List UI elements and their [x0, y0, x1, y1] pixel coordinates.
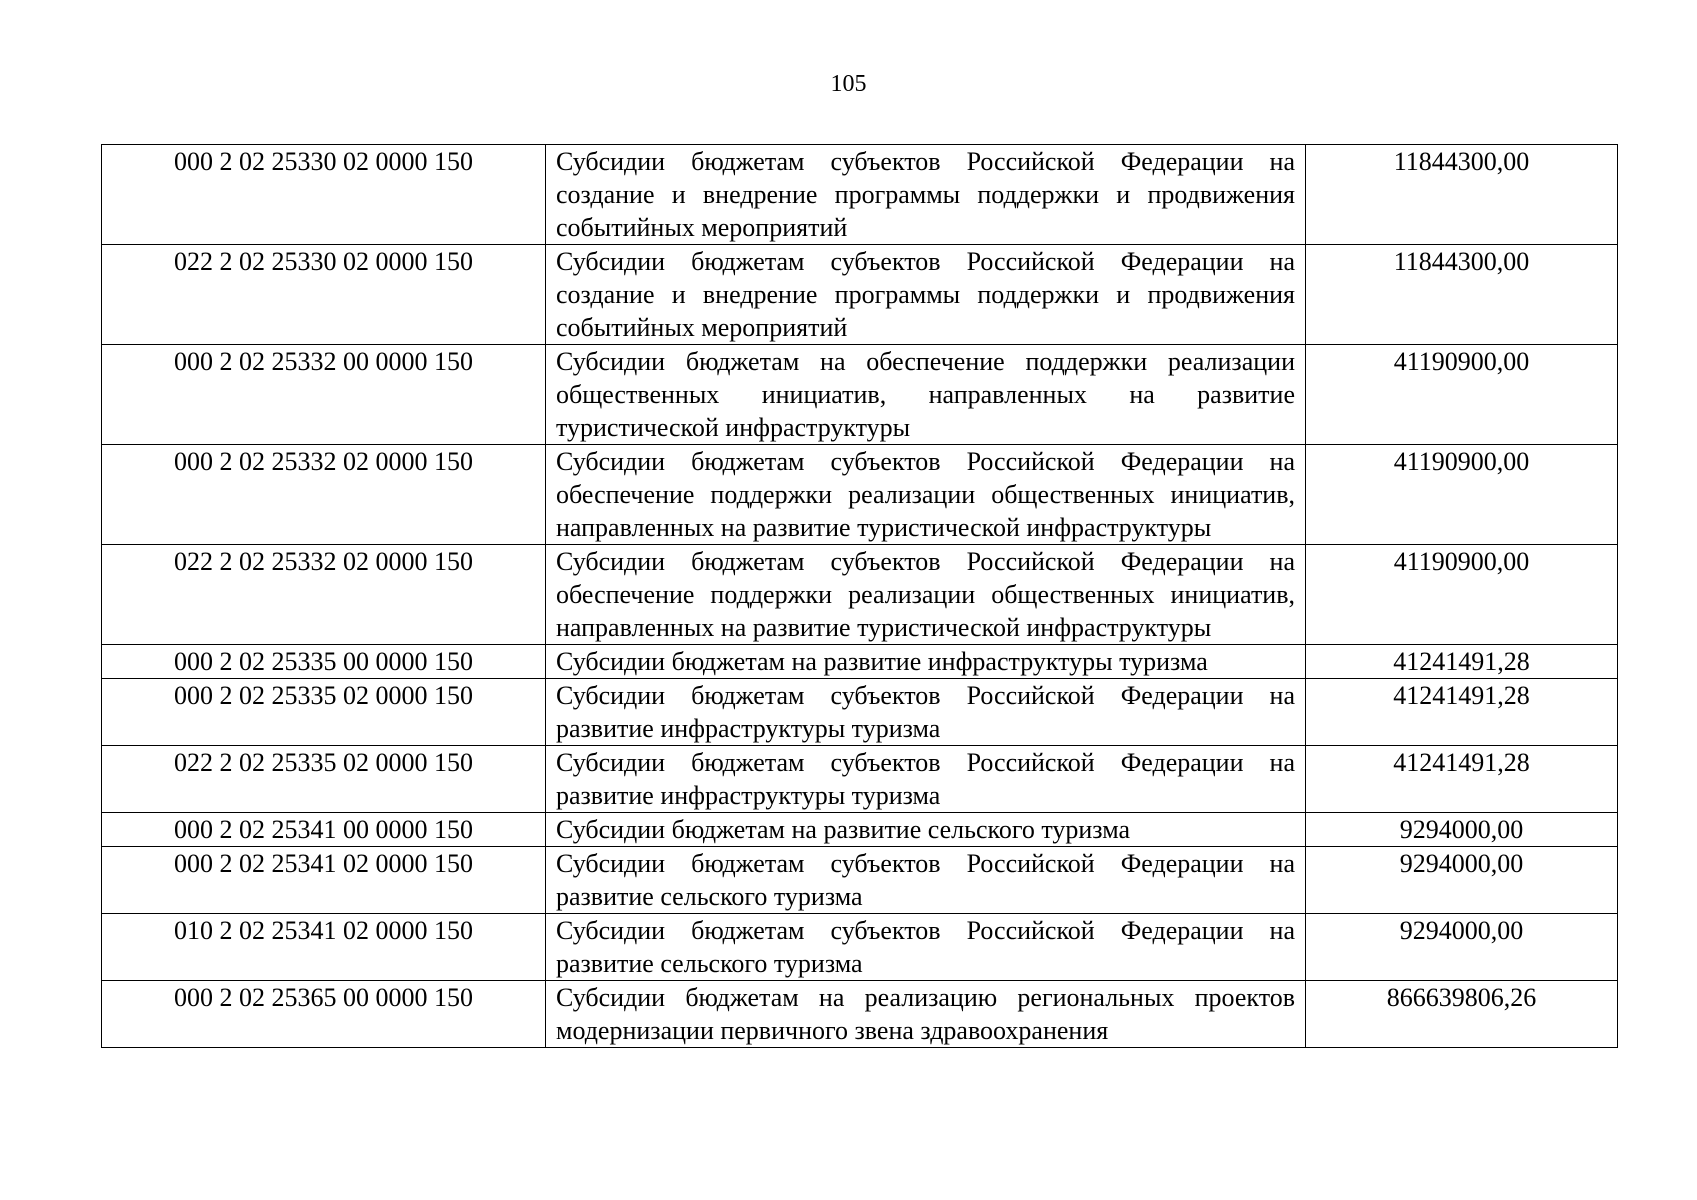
description-cell: Субсидии бюджетам на реализацию региональных проектов модернизации первичного звена здравоохранения: [546, 981, 1306, 1048]
budget-code-cell: 000 2 02 25330 02 0000 150: [102, 145, 546, 245]
table-row: [102, 345, 1618, 445]
budget-code-cell: 000 2 02 25335 00 0000 150: [102, 645, 546, 679]
table-row: [102, 914, 1618, 981]
description-cell: Субсидии бюджетам субъектов Российской Федерации на развитие инфраструктуры туризма: [546, 679, 1306, 746]
budget-code-cell: 000 2 02 25341 00 0000 150: [102, 813, 546, 847]
amount-cell: 41190900,00: [1306, 445, 1618, 545]
amount-cell: 11844300,00: [1306, 245, 1618, 345]
table-row: [102, 847, 1618, 914]
budget-code-cell: 022 2 02 25332 02 0000 150: [102, 545, 546, 645]
description-cell: Субсидии бюджетам субъектов Российской Федерации на развитие инфраструктуры туризма: [546, 746, 1306, 813]
budget-code-cell: 000 2 02 25341 02 0000 150: [102, 847, 546, 914]
budget-code-cell: 000 2 02 25332 02 0000 150: [102, 445, 546, 545]
amount-cell: 9294000,00: [1306, 847, 1618, 914]
budget-code-cell: 000 2 02 25332 00 0000 150: [102, 345, 546, 445]
amount-cell: 41190900,00: [1306, 545, 1618, 645]
description-cell: Субсидии бюджетам субъектов Российской Федерации на развитие сельского туризма: [546, 847, 1306, 914]
table-row: [102, 145, 1618, 245]
amount-cell: 11844300,00: [1306, 145, 1618, 245]
amount-cell: 9294000,00: [1306, 813, 1618, 847]
description-cell: Субсидии бюджетам субъектов Российской Федерации на создание и внедрение программы поддержки и продвижения событийных мероприятий: [546, 245, 1306, 345]
amount-cell: 41241491,28: [1306, 645, 1618, 679]
amount-cell: 9294000,00: [1306, 914, 1618, 981]
budget-code-cell: 000 2 02 25365 00 0000 150: [102, 981, 546, 1048]
description-cell: Субсидии бюджетам на развитие инфраструктуры туризма: [546, 645, 1306, 679]
table-row: [102, 981, 1618, 1048]
description-cell: Субсидии бюджетам субъектов Российской Федерации на создание и внедрение программы поддержки и продвижения событийных мероприятий: [546, 145, 1306, 245]
description-cell: Субсидии бюджетам на развитие сельского туризма: [546, 813, 1306, 847]
budget-revenue-table: [101, 144, 1618, 1048]
table-row: [102, 746, 1618, 813]
budget-code-cell: 022 2 02 25335 02 0000 150: [102, 746, 546, 813]
page-number: 105: [830, 71, 867, 97]
description-cell: Субсидии бюджетам субъектов Российской Федерации на обеспечение поддержки реализации общественных инициатив, направленных на развитие туристической инфраструктуры: [546, 445, 1306, 545]
table-row: [102, 445, 1618, 545]
description-cell: Субсидии бюджетам субъектов Российской Федерации на обеспечение поддержки реализации общественных инициатив, направленных на развитие туристической инфраструктуры: [546, 545, 1306, 645]
amount-cell: 866639806,26: [1306, 981, 1618, 1048]
amount-cell: 41241491,28: [1306, 746, 1618, 813]
description-cell: Субсидии бюджетам субъектов Российской Федерации на развитие сельского туризма: [546, 914, 1306, 981]
table-row: [102, 645, 1618, 679]
table-row: [102, 679, 1618, 746]
table-row: [102, 545, 1618, 645]
amount-cell: 41190900,00: [1306, 345, 1618, 445]
budget-code-cell: 022 2 02 25330 02 0000 150: [102, 245, 546, 345]
description-cell: Субсидии бюджетам на обеспечение поддержки реализации общественных инициатив, направленных на развитие туристической инфраструктуры: [546, 345, 1306, 445]
table-row: [102, 813, 1618, 847]
table-row: [102, 245, 1618, 345]
budget-code-cell: 000 2 02 25335 02 0000 150: [102, 679, 546, 746]
budget-code-cell: 010 2 02 25341 02 0000 150: [102, 914, 546, 981]
amount-cell: 41241491,28: [1306, 679, 1618, 746]
